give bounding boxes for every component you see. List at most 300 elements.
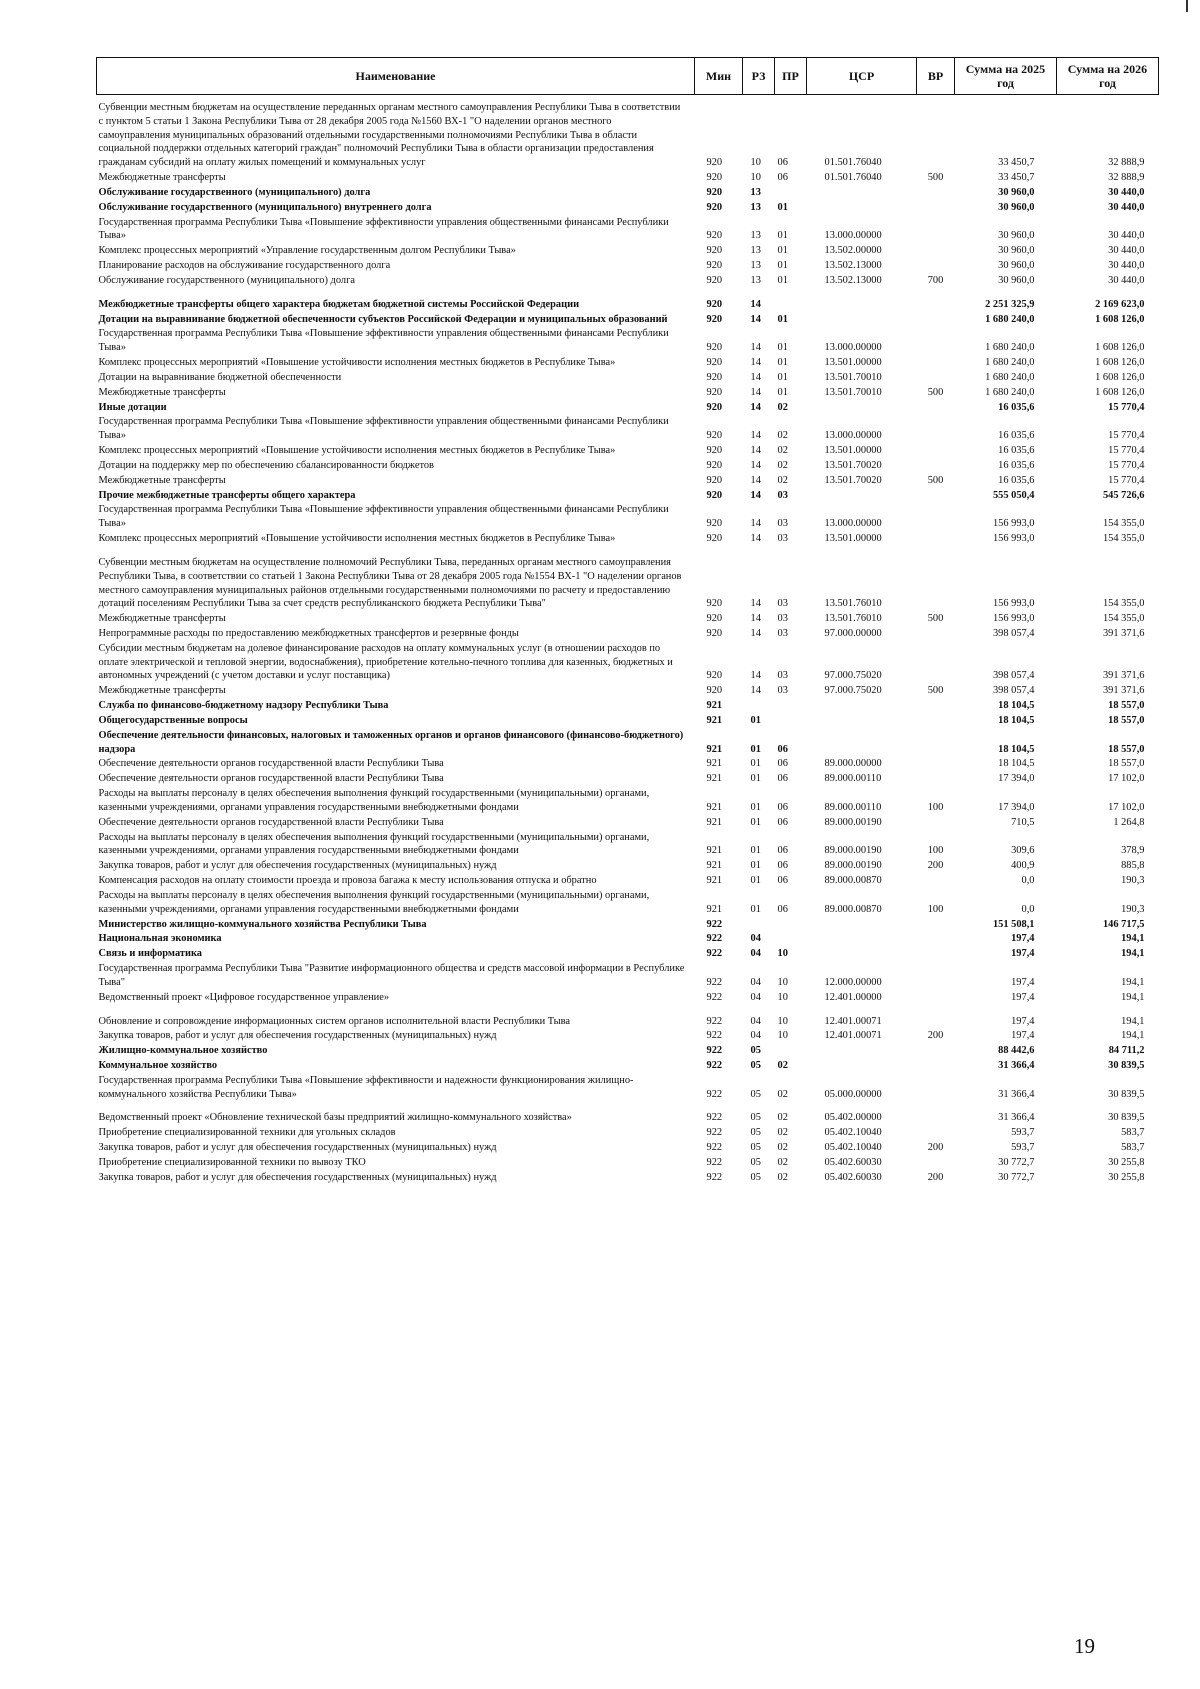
row-min: 921	[706, 816, 723, 828]
row-name: Непрограммные расходы по предоставлению межбюджетных трансфертов и резервные фонды	[98, 627, 519, 639]
row-rz: 13	[750, 274, 761, 286]
row-pr: 10	[777, 1030, 788, 1042]
row-min: 920	[706, 598, 723, 610]
row-sum-2026: 190,3	[1121, 875, 1145, 887]
row-csr: 05.402.10040	[824, 1142, 882, 1154]
row-sum-2025: 2 251 325,9	[985, 298, 1035, 310]
row-name: Дотации на выравнивание бюджетной обеспеченности субъектов Российской Федерации и муниципальных образований	[98, 313, 668, 325]
row-sum-2026: 30 255,8	[1108, 1171, 1145, 1183]
row-min: 920	[706, 186, 723, 198]
row-sum-2026: 15 770,4	[1108, 445, 1145, 457]
row-pr	[775, 185, 807, 200]
row-sum-2025: 16 035,6	[998, 430, 1035, 442]
row-sum-2026: 30 440,0	[1108, 230, 1145, 242]
table-row	[97, 443, 1159, 458]
row-vr	[917, 546, 955, 611]
row-pr: 02	[777, 1088, 788, 1100]
row-vr	[917, 355, 955, 370]
row-name: Приобретение специализированной техники по вывозу ТКО	[98, 1156, 366, 1168]
row-name: Государственная программа Республики Тыва «Повышение эффективности управления общественными финансами Республики Тыва»	[98, 216, 669, 242]
row-pr: 02	[777, 1127, 788, 1139]
row-sum-2025: 593,7	[1011, 1142, 1035, 1154]
row-sum-2025: 17 394,0	[998, 773, 1035, 785]
row-rz: 04	[750, 1030, 761, 1042]
row-pr: 06	[777, 816, 788, 828]
table-row	[97, 355, 1159, 370]
row-vr	[917, 756, 955, 771]
row-pr: 01	[777, 371, 788, 383]
row-vr	[917, 641, 955, 683]
row-pr: 01	[777, 201, 788, 213]
row-name: Приобретение специализированной техники для угольных складов	[98, 1127, 396, 1139]
row-rz: 14	[750, 474, 761, 486]
row-rz: 14	[750, 459, 761, 471]
table-row	[97, 400, 1159, 415]
row-rz: 14	[750, 613, 761, 625]
row-pr: 10	[777, 948, 788, 960]
table-row	[97, 888, 1159, 917]
row-pr: 06	[777, 157, 788, 169]
row-name: Государственная программа Республики Тыва "Развитие информационного общества и средств массовой информации в Республике Тыва"	[98, 963, 685, 988]
row-csr	[807, 185, 917, 200]
row-sum-2025: 18 104,5	[998, 700, 1035, 712]
table-row	[97, 786, 1159, 815]
row-vr: 200	[927, 1142, 944, 1154]
row-vr	[917, 488, 955, 503]
row-name: Закупка товаров, работ и услуг для обеспечения государственных (муниципальных) нужд	[98, 860, 497, 872]
page-number: 19	[1074, 1634, 1095, 1658]
row-sum-2026: 32 888,9	[1108, 157, 1145, 169]
row-name: Комплекс процессных мероприятий «Управление государственным долгом Республики Тыва»	[98, 245, 516, 257]
row-vr: 500	[927, 474, 944, 486]
row-csr: 97.000.75020	[824, 670, 882, 682]
row-csr: 89.000.00190	[824, 860, 882, 872]
row-sum-2026: 885,8	[1121, 860, 1145, 872]
row-vr	[917, 1125, 955, 1140]
row-pr: 02	[777, 1060, 788, 1071]
row-sum-2026: 1 264,8	[1113, 816, 1145, 828]
row-name: Прочие межбюджетные трансферты общего характера	[98, 489, 356, 501]
row-vr	[917, 502, 955, 531]
table-row	[97, 326, 1159, 355]
row-sum-2026: 154 355,0	[1102, 613, 1145, 625]
table-row	[97, 1140, 1159, 1155]
table-row	[97, 258, 1159, 273]
table-row	[97, 990, 1159, 1005]
row-name: Государственная программа Республики Тыва «Повышение эффективности управления общественными финансами Республики Тыва»	[98, 416, 669, 442]
table-row	[97, 626, 1159, 641]
row-name: Связь и информатика	[98, 948, 202, 960]
row-rz: 05	[750, 1171, 761, 1183]
row-min: 920	[706, 342, 723, 354]
row-name: Дотации на поддержку мер по обеспечению сбалансированности бюджетов	[98, 459, 434, 471]
row-sum-2025: 33 450,7	[998, 157, 1035, 169]
row-name: Межбюджетные трансферты	[98, 386, 226, 398]
table-row	[97, 1073, 1159, 1102]
row-vr	[917, 946, 955, 961]
row-csr	[807, 931, 917, 946]
row-sum-2026: 1 608 126,0	[1095, 386, 1145, 398]
row-vr: 100	[927, 903, 944, 915]
row-sum-2026: 190,3	[1121, 903, 1145, 915]
row-sum-2026: 30 839,5	[1108, 1112, 1145, 1124]
row-sum-2026: 18 557,0	[1108, 743, 1145, 755]
row-sum-2025: 17 394,0	[998, 801, 1035, 813]
row-csr: 13.501.76010	[824, 613, 882, 625]
row-vr	[917, 414, 955, 443]
row-rz: 01	[750, 801, 761, 813]
row-rz: 14	[750, 533, 761, 545]
row-pr: 10	[777, 991, 788, 1003]
row-min: 922	[706, 948, 723, 960]
table-row	[97, 370, 1159, 385]
row-min: 921	[706, 903, 723, 915]
row-sum-2026: 30 440,0	[1108, 245, 1145, 257]
row-name: Субсидии местным бюджетам на долевое финансирование расходов на оплату коммунальных услуг (в отношении расходов по оплате электрической и тепловой энергии, водоснабжения), приобретение котельно-печного топлива для казенных, бюджетных и автономных учреждений (с учетом доставки и услуг поставщика)	[98, 642, 673, 682]
row-csr: 13.000.00000	[824, 518, 882, 530]
row-sum-2026: 154 355,0	[1102, 533, 1145, 545]
row-pr	[775, 931, 807, 946]
table-row	[97, 531, 1159, 546]
row-sum-2025: 30 960,0	[998, 245, 1035, 257]
row-csr: 05.402.10040	[824, 1127, 882, 1139]
row-vr	[917, 917, 955, 932]
table-body	[97, 95, 1159, 1185]
row-sum-2026: 391 371,6	[1102, 670, 1145, 682]
row-rz: 04	[750, 948, 761, 960]
row-vr	[917, 873, 955, 888]
table-row	[97, 502, 1159, 531]
table-row	[97, 713, 1159, 728]
row-vr	[917, 713, 955, 728]
row-sum-2026: 583,7	[1121, 1142, 1145, 1154]
row-min: 922	[706, 1112, 723, 1124]
row-csr: 89.000.00000	[824, 758, 882, 770]
table-row	[97, 200, 1159, 215]
row-rz: 13	[750, 245, 761, 257]
row-min: 922	[706, 1142, 723, 1154]
row-name: Закупка товаров, работ и услуг для обеспечения государственных (муниципальных) нужд	[98, 1171, 497, 1183]
row-csr	[807, 400, 917, 415]
table-row	[97, 170, 1159, 185]
row-pr: 03	[777, 613, 788, 625]
row-sum-2025: 1 680 240,0	[985, 357, 1035, 369]
row-sum-2025: 30 960,0	[998, 230, 1035, 242]
row-sum-2026: 1 608 126,0	[1095, 371, 1145, 383]
row-min: 921	[706, 801, 723, 813]
row-pr: 02	[777, 1171, 788, 1183]
row-name: Государственная программа Республики Тыва «Повышение эффективности управления общественными финансами Республики Тыва»	[98, 328, 669, 354]
row-sum-2026: 84 711,2	[1108, 1045, 1145, 1057]
row-sum-2026: 15 770,4	[1108, 474, 1145, 486]
row-rz: 01	[750, 743, 761, 755]
row-csr: 12.401.00071	[824, 1015, 882, 1027]
row-sum-2025: 0,0	[1021, 875, 1035, 887]
row-sum-2025: 1 680 240,0	[985, 371, 1035, 383]
row-sum-2026: 378,9	[1121, 845, 1145, 857]
row-vr	[917, 443, 955, 458]
row-rz: 01	[750, 758, 761, 770]
row-pr: 06	[777, 773, 788, 785]
row-sum-2026: 30 440,0	[1108, 201, 1145, 213]
row-csr: 12.401.00000	[824, 991, 882, 1003]
row-name: Планирование расходов на обслуживание государственного долга	[98, 260, 391, 272]
row-name: Межбюджетные трансферты	[98, 613, 226, 625]
row-csr: 05.402.60030	[824, 1156, 882, 1168]
row-min: 921	[706, 773, 723, 785]
row-vr: 500	[927, 172, 944, 184]
row-name: Национальная экономика	[98, 933, 222, 945]
row-rz: 04	[750, 976, 761, 988]
table-row	[97, 1005, 1159, 1029]
row-rz: 01	[750, 714, 761, 726]
row-csr: 13.502.13000	[824, 274, 882, 286]
row-sum-2025: 156 993,0	[992, 533, 1035, 545]
row-pr: 01	[777, 386, 788, 398]
row-name: Обеспечение деятельности органов государственной власти Республики Тыва	[98, 816, 444, 828]
budget-table	[96, 57, 1159, 1185]
row-vr	[917, 1155, 955, 1170]
row-min: 920	[706, 298, 723, 310]
row-csr	[807, 312, 917, 327]
row-csr: 89.000.00110	[824, 801, 882, 813]
row-vr	[917, 698, 955, 713]
row-pr: 01	[777, 260, 788, 272]
row-sum-2026: 1 608 126,0	[1095, 357, 1145, 369]
row-sum-2025: 151 508,1	[992, 918, 1035, 930]
row-sum-2026: 154 355,0	[1102, 598, 1145, 610]
row-pr: 02	[777, 474, 788, 486]
table-row	[97, 917, 1159, 932]
row-vr	[917, 370, 955, 385]
row-vr	[917, 326, 955, 355]
row-rz: 14	[750, 342, 761, 354]
row-sum-2025: 156 993,0	[992, 613, 1035, 625]
row-csr: 13.501.70010	[824, 386, 882, 398]
row-csr: 01.501.76040	[824, 172, 882, 184]
row-sum-2025: 30 960,0	[998, 201, 1035, 213]
row-pr: 01	[777, 357, 788, 369]
row-min: 921	[706, 875, 723, 887]
row-vr	[917, 312, 955, 327]
row-min: 920	[706, 685, 723, 697]
table-row	[97, 830, 1159, 859]
row-sum-2025: 710,5	[1011, 816, 1035, 828]
header-sum-2026: Сумма на 2026 год	[1057, 58, 1159, 95]
row-min: 921	[706, 743, 723, 755]
row-sum-2025: 156 993,0	[992, 518, 1035, 530]
row-min: 920	[706, 201, 723, 213]
row-rz: 13	[750, 186, 761, 198]
row-min: 920	[706, 386, 723, 398]
row-name: Общегосударственные вопросы	[98, 714, 248, 726]
row-min: 922	[706, 976, 723, 988]
table-row	[97, 273, 1159, 288]
table-row	[97, 946, 1159, 961]
row-rz: 04	[750, 991, 761, 1003]
header-min: Мин	[695, 58, 743, 95]
row-sum-2026: 17 102,0	[1108, 801, 1145, 813]
table-row	[97, 385, 1159, 400]
header-rz: РЗ	[743, 58, 775, 95]
row-vr: 500	[927, 685, 944, 697]
row-name: Межбюджетные трансферты общего характера бюджетам бюджетной системы Российской Федерации	[98, 298, 580, 310]
row-sum-2026: 18 557,0	[1108, 758, 1145, 770]
row-csr: 12.401.00071	[824, 1030, 882, 1042]
row-pr: 06	[777, 875, 788, 887]
row-min: 921	[706, 845, 723, 857]
row-sum-2026: 18 557,0	[1108, 714, 1145, 726]
row-sum-2025: 1 680 240,0	[985, 313, 1035, 325]
row-pr: 01	[777, 313, 788, 325]
row-min: 922	[706, 933, 723, 945]
row-min: 920	[706, 518, 723, 530]
row-sum-2026: 18 557,0	[1108, 700, 1145, 712]
row-min: 922	[706, 1156, 723, 1168]
row-sum-2025: 18 104,5	[998, 714, 1035, 726]
row-csr	[807, 288, 917, 312]
row-pr: 02	[777, 401, 788, 413]
row-vr	[917, 531, 955, 546]
row-rz: 05	[750, 1060, 761, 1071]
row-rz: 05	[750, 1127, 761, 1139]
row-pr: 03	[777, 489, 788, 501]
row-sum-2026: 194,1	[1121, 1030, 1145, 1042]
row-rz	[743, 917, 775, 932]
row-vr	[917, 1058, 955, 1073]
row-rz: 14	[750, 445, 761, 457]
row-csr: 13.501.00000	[824, 533, 882, 545]
row-pr: 02	[777, 1156, 788, 1168]
row-sum-2026: 194,1	[1121, 976, 1145, 988]
row-sum-2025: 0,0	[1021, 903, 1035, 915]
row-sum-2026: 146 717,5	[1102, 918, 1145, 930]
row-csr	[807, 728, 917, 757]
row-csr: 89.000.00870	[824, 903, 882, 915]
row-rz: 14	[750, 371, 761, 383]
row-csr: 05.402.00000	[824, 1112, 882, 1124]
row-name: Компенсация расходов на оплату стоимости проезда и провоза багажа к месту использования отпуска и обратно	[98, 875, 597, 887]
table-row	[97, 858, 1159, 873]
row-rz: 05	[750, 1112, 761, 1124]
row-rz: 14	[750, 518, 761, 530]
row-name: Дотации на выравнивание бюджетной обеспеченности	[98, 371, 342, 383]
row-name: Субвенции местным бюджетам на осуществление полномочий Республики Тыва, переданных органам местного самоуправления Республики Тыва, в соответствии со статьей 1 Закона Республики Тыва от 28 декабря 2005 года №1554 ВХ-1 "О наделении органов местного самоуправления муниципальных районов отдельными государственными полномочиями по расчету и предоставлению дотаций поселениям Республики Тыва за счет средств республиканского бюджета Республики Тыва"	[98, 556, 682, 610]
row-sum-2026: 154 355,0	[1102, 518, 1145, 530]
row-min: 920	[706, 172, 723, 184]
row-csr: 05.000.00000	[824, 1088, 882, 1100]
table-row	[97, 95, 1159, 171]
row-pr: 10	[777, 976, 788, 988]
table-row	[97, 815, 1159, 830]
row-rz: 05	[750, 1088, 761, 1100]
row-csr: 13.000.00000	[824, 342, 882, 354]
row-pr: 06	[777, 743, 788, 755]
row-rz: 13	[750, 230, 761, 242]
row-min: 922	[706, 1015, 723, 1027]
row-vr	[917, 771, 955, 786]
row-vr	[917, 815, 955, 830]
row-sum-2025: 555 050,4	[992, 489, 1035, 501]
row-rz: 10	[750, 157, 761, 169]
row-vr: 200	[927, 1171, 944, 1183]
row-vr: 200	[927, 860, 944, 872]
row-sum-2025: 30 960,0	[998, 274, 1035, 286]
row-sum-2025: 31 366,4	[998, 1088, 1035, 1100]
table-row	[97, 458, 1159, 473]
row-sum-2025: 398 057,4	[992, 685, 1035, 697]
table-row	[97, 546, 1159, 611]
table-row	[97, 414, 1159, 443]
row-min: 920	[706, 260, 723, 272]
row-rz: 01	[750, 860, 761, 872]
row-rz: 05	[750, 1045, 761, 1057]
row-sum-2026: 1 608 126,0	[1095, 342, 1145, 354]
row-sum-2026: 194,1	[1121, 948, 1145, 960]
table-row	[97, 698, 1159, 713]
table-row	[97, 1043, 1159, 1058]
row-min: 922	[706, 1060, 723, 1071]
row-name: Ведомственный проект «Цифровое государственное управление»	[98, 991, 390, 1003]
row-sum-2026: 194,1	[1121, 1015, 1145, 1027]
row-name: Комплекс процессных мероприятий «Повышение устойчивости исполнения местных бюджетов в Республике Тыва»	[98, 357, 616, 369]
row-csr: 13.501.00000	[824, 357, 882, 369]
row-name: Государственная программа Республики Тыва «Повышение эффективности управления общественными финансами Республики Тыва»	[98, 504, 669, 530]
table-row	[97, 288, 1159, 312]
table-row	[97, 683, 1159, 698]
row-sum-2026: 15 770,4	[1108, 430, 1145, 442]
table-row	[97, 756, 1159, 771]
row-vr	[917, 400, 955, 415]
table-row	[97, 312, 1159, 327]
row-pr: 06	[777, 758, 788, 770]
row-sum-2025: 197,4	[1011, 991, 1035, 1003]
row-sum-2025: 30 960,0	[998, 260, 1035, 272]
table-row	[97, 611, 1159, 626]
row-pr: 03	[777, 670, 788, 682]
row-sum-2025: 88 442,6	[998, 1045, 1035, 1057]
row-csr	[807, 200, 917, 215]
row-name: Служба по финансово-бюджетному надзору Республики Тыва	[98, 700, 389, 712]
table-row	[97, 243, 1159, 258]
row-min: 920	[706, 357, 723, 369]
row-name: Обслуживание государственного (муниципального) долга	[98, 274, 355, 286]
row-csr: 05.402.60030	[824, 1171, 882, 1183]
row-name: Комплекс процессных мероприятий «Повышение устойчивости исполнения местных бюджетов в Республике Тыва»	[98, 533, 616, 545]
row-name: Обеспечение деятельности финансовых, налоговых и таможенных органов и органов финансового (финансово-бюджетного) надзора	[98, 729, 684, 755]
row-sum-2025: 16 035,6	[998, 459, 1035, 471]
row-vr: 200	[927, 1030, 944, 1042]
row-vr	[917, 458, 955, 473]
table-row	[97, 931, 1159, 946]
row-sum-2026: 391 371,6	[1102, 685, 1145, 697]
row-sum-2025: 18 104,5	[998, 743, 1035, 755]
row-name: Расходы на выплаты персоналу в целях обеспечения выполнения функций государственными (муниципальными) органами, казенными учреждениями, органами управления государственными внебюджетными фондами	[98, 788, 650, 813]
row-csr: 12.000.00000	[824, 976, 882, 988]
row-sum-2025: 31 366,4	[998, 1060, 1035, 1071]
row-rz: 01	[750, 845, 761, 857]
row-csr: 13.502.13000	[824, 260, 882, 272]
row-sum-2026: 30 255,8	[1108, 1156, 1145, 1168]
row-min: 920	[706, 670, 723, 682]
row-rz: 13	[750, 260, 761, 272]
table-row	[97, 1155, 1159, 1170]
row-csr	[807, 698, 917, 713]
row-vr	[917, 95, 955, 171]
row-sum-2025: 197,4	[1011, 1030, 1035, 1042]
row-name: Закупка товаров, работ и услуг для обеспечения государственных (муниципальных) нужд	[98, 1142, 497, 1154]
row-name: Субвенции местным бюджетам на осуществление переданных органам местного самоуправления Республики Тыва в соответствии с пунктом 5 статьи 1 Закона Республики Тыва от 28 декабря 2005 года №1560 ВХ-1 "О наделении органов местного самоуправления муниципальных образований отдельными государственными полномочиями Республики Тыва в области социальной поддержки отдельных категорий граждан" полномочий Республики Тыва в области организации предоставления гражданам субсидий на оплату жилых помещений и коммунальных услуг	[98, 102, 681, 169]
